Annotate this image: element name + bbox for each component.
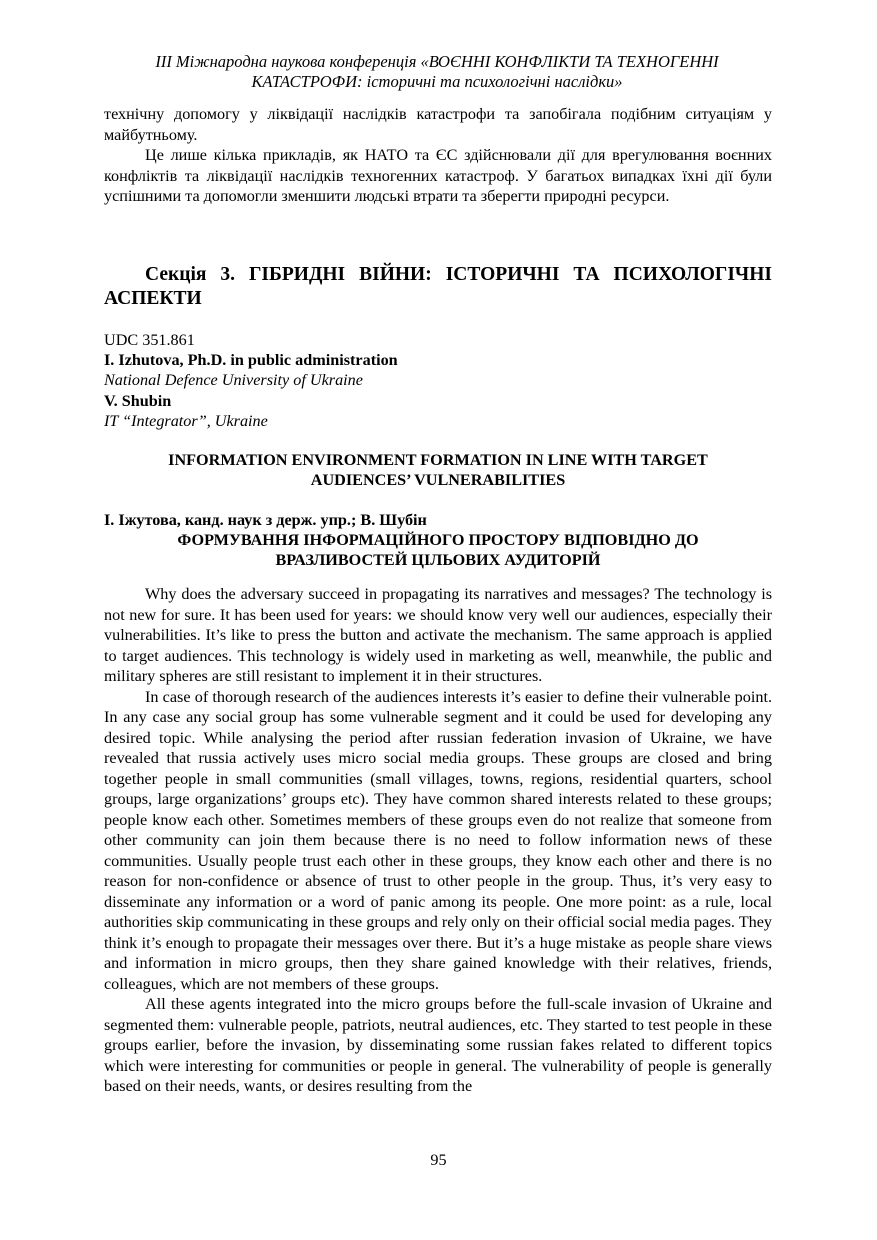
page-number: 95: [430, 1151, 447, 1169]
authors-ua: І. Іжутова, канд. наук з держ. упр.; В. Шубін: [104, 511, 427, 529]
section-title: Секція 3. ГІБРИДНІ ВІЙНИ: ІСТОРИЧНІ ТА ПСИХОЛОГІЧНІ АСПЕКТИ: [104, 264, 772, 309]
body-paragraph-2: In case of thorough research of the audiences interests it’s easier to define their vulnerable point. In any case any social group has some vulnerable segment and it could be used for developing any desired topic. While analysing the period after russian federation invasion of Ukraine, we have revealed that russia actively uses micro social media groups. These groups are closed and bring together people in small communities (small villages, towns, regions, residential quarters, school groups, large organizations’ groups etc). They have common shared interests related to these groups; people know each other. Sometimes members of these groups even do not realize that someone from other community can join them because there is no need to follow information news of these communities. Usually people trust each other in these groups, they know each other and there is no reason for non-confidence or absence of trust to other people in the group. Thus, it’s very easy to disseminate any information or a word of panic among its people. One more point: as a rule, local authorities skip communicating in these groups and rely only on their official social media pages. They think it’s enough to propagate their messages over there. But it’s a huge mistake as people share views and information in micro groups, then they share gained knowledge with their relatives, friends, colleagues, which are not members of these groups.: [104, 687, 772, 993]
author-1-name: I. Izhutova, Ph.D. in public administration: [104, 351, 398, 370]
author-2-name: V. Shubin: [104, 391, 172, 410]
body-paragraph-1: Why does the adversary succeed in propagating its narratives and messages? The technology is not new for sure. It has been used for years: we should know very well our audiences, especially their vulnerabilities. It’s like to press the button and activate the mechanism. The same approach is applied to target audiences. This technology is widely used in marketing as well, meanwhile, the public and military spheres are still resistant to implement it in their structures.: [104, 585, 772, 685]
article-body: [104, 584, 772, 1097]
udc-code: UDC 351.861: [104, 331, 195, 349]
author-1-affiliation: National Defence University of Ukraine: [104, 371, 363, 390]
article-meta: [104, 330, 772, 431]
header-line-2: КАТАСТРОФИ: історичні та психологічні наслідки»: [251, 72, 623, 91]
intro-paragraph-1: технічну допомогу у ліквідації наслідків катастрофи та запобігала подібним ситуаціям у майбутньому.: [104, 105, 772, 144]
article-title-ua: ФОРМУВАННЯ ІНФОРМАЦІЙНОГО ПРОСТОРУ ВІДПОВІДНО ДО ВРАЗЛИВОСТЕЙ ЦІЛЬОВИХ АУДИТОРІЙ: [177, 531, 699, 570]
author-2-affiliation: IT “Integrator”, Ukraine: [104, 411, 268, 430]
intro-paragraph-2: Це лише кілька прикладів, як НАТО та ЄС здійснювали дії для врегулювання воєнних конфліктів та ліквідації наслідків техногенних катастроф. У багатьох випадках їхні дії були успішними та допомогли зменшити людські втрати та зберегти природні ресурси.: [104, 146, 772, 205]
intro-text: [104, 104, 772, 207]
article-title-en: INFORMATION ENVIRONMENT FORMATION IN LINE WITH TARGET AUDIENCES’ VULNERABILITIES: [168, 451, 708, 490]
running-header: [104, 52, 770, 92]
body-paragraph-3: All these agents integrated into the micro groups before the full-scale invasion of Ukraine and segmented them: vulnerable people, patriots, neutral audiences, etc. They started to test people in these groups earlier, before the invasion, by disseminating some russian fakes related to different topics which were interesting for communities or people in general. The vulnerability of people is generally based on their needs, wants, or desires resulting from the: [104, 995, 772, 1095]
header-line-1: III Міжнародна наукова конференція «ВОЄННІ КОНФЛІКТИ ТА ТЕХНОГЕННІ: [155, 52, 719, 71]
